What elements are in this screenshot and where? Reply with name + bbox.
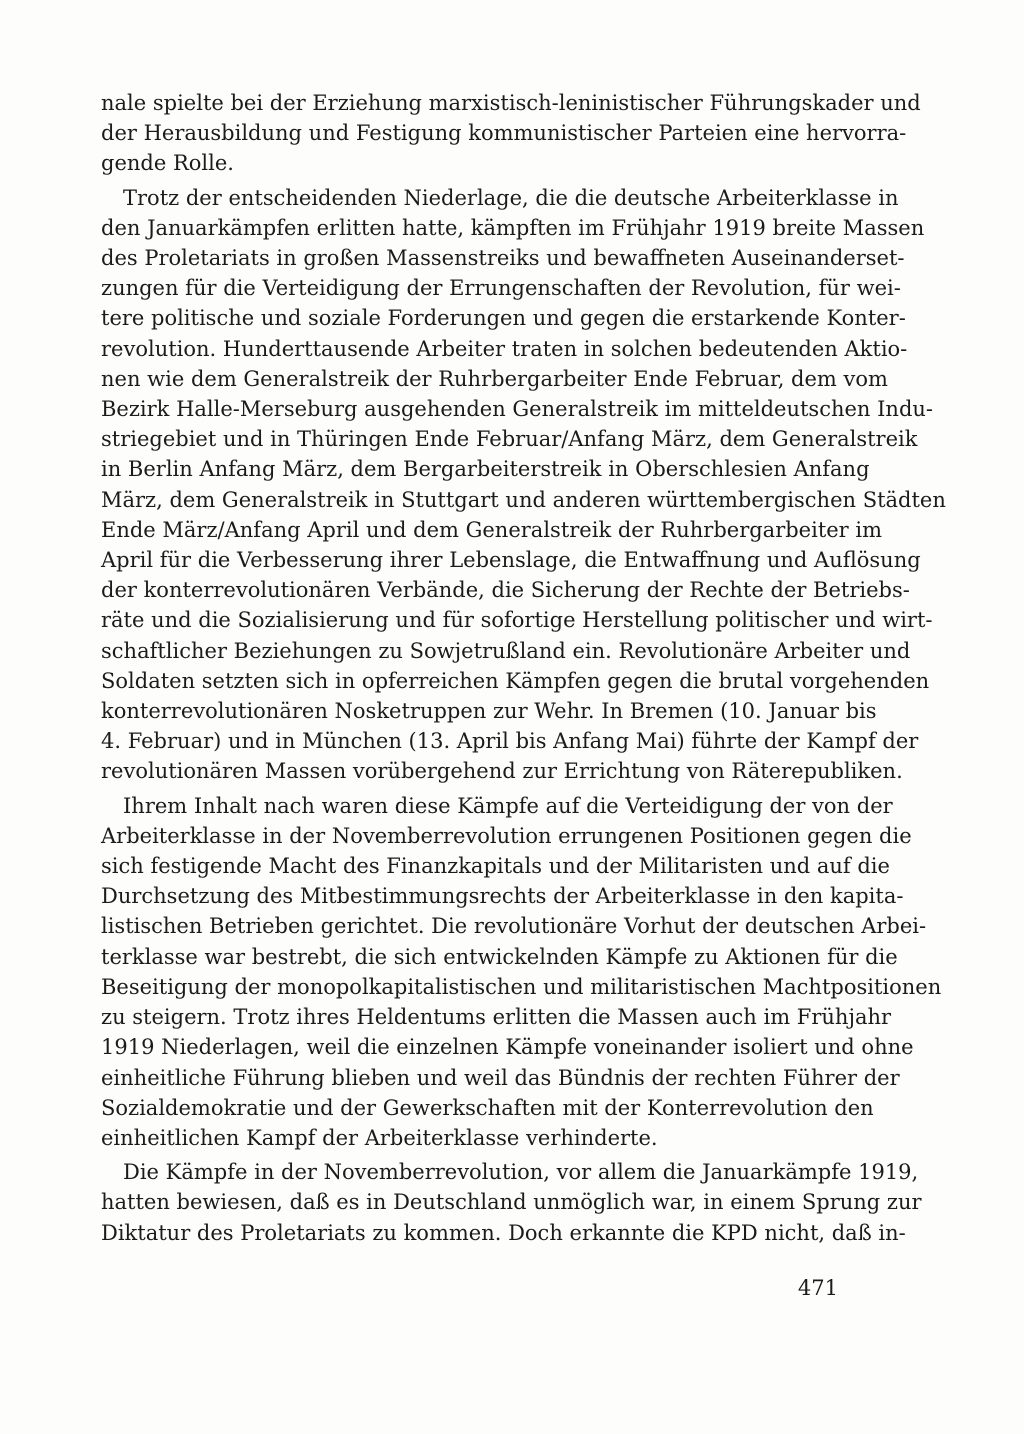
text-line: Sozialdemokratie und der Gewerkschaften mit der Konterrevolution den xyxy=(101,1095,874,1120)
text-line: nale spielte bei der Erziehung marxistisch-leninistischer Führungskader und xyxy=(101,91,921,115)
text-line: hatten bewiesen, daß es in Deutschland unmöglich war, in einem Sprung zur xyxy=(101,1190,922,1215)
text-line: revolutionären Massen vorübergehend zur Errichtung von Räterepubliken. xyxy=(101,759,903,784)
text-line: Die Kämpfe in der Novemberrevolution, vor allem die Januarkämpfe 1919, xyxy=(123,1160,919,1185)
text-line: der Herausbildung und Festigung kommunistischer Parteien eine hervorra- xyxy=(101,121,907,146)
text-line: Diktatur des Proletariats zu kommen. Doch erkannte die KPD nicht, daß in- xyxy=(101,1220,906,1245)
text-line: März, dem Generalstreik in Stuttgart und anderen württembergischen Städten xyxy=(101,487,946,512)
text-line: Bezirk Halle-Merseburg ausgehenden Generalstreik im mitteldeutschen Indu- xyxy=(101,397,934,422)
text-line: der konterrevolutionären Verbände, die Sicherung der Rechte der Betriebs- xyxy=(101,578,910,603)
text-line: in Berlin Anfang März, dem Bergarbeiterstreik in Oberschlesien Anfang xyxy=(101,457,870,482)
text-line: tere politische und soziale Forderungen und gegen die erstarkende Konter- xyxy=(101,306,906,331)
text-line: einheitliche Führung blieben und weil das Bündnis der rechten Führer der xyxy=(101,1065,900,1090)
paragraph xyxy=(101,183,946,787)
page-number: 471 xyxy=(797,1276,838,1300)
text-line: 1919 Niederlagen, weil die einzelnen Kämpfe voneinander isoliert und ohne xyxy=(101,1035,914,1060)
text-line: einheitlichen Kampf der Arbeiterklasse verhinderte. xyxy=(101,1125,658,1150)
text-line: Beseitigung der monopolkapitalistischen und militaristischen Machtpositionen xyxy=(101,974,942,999)
text-line: sich festigende Macht des Finanzkapitals und der Militaristen und auf die xyxy=(101,854,890,879)
text-line: striegebiet und in Thüringen Ende Februar/Anfang März, dem Generalstreik xyxy=(101,427,918,452)
text-line: 4. Februar) und in München (13. April bis Anfang Mai) führte der Kampf der xyxy=(101,729,919,754)
text-line: nen wie dem Generalstreik der Ruhrbergarbeiter Ende Februar, dem vom xyxy=(101,366,888,391)
text-line: Ihrem Inhalt nach waren diese Kämpfe auf die Verteidigung der von der xyxy=(123,793,893,818)
text-line: April für die Verbesserung ihrer Lebenslage, die Entwaffnung und Auflösung xyxy=(101,548,921,573)
text-line: revolution. Hunderttausende Arbeiter traten in solchen bedeutenden Aktio- xyxy=(101,336,908,361)
text-line: den Januarkämpfen erlitten hatte, kämpften im Frühjahr 1919 breite Massen xyxy=(101,215,925,240)
text-line: Arbeiterklasse in der Novemberrevolution errungenen Positionen gegen die xyxy=(101,823,912,848)
text-line: räte und die Sozialisierung und für sofortige Herstellung politischer und wirt- xyxy=(101,608,933,633)
text-line: gende Rolle. xyxy=(101,151,234,176)
paragraph xyxy=(101,791,942,1153)
text-line: Ende März/Anfang April und dem Generalstreik der Ruhrbergarbeiter im xyxy=(101,517,883,542)
text-line: zungen für die Verteidigung der Errungenschaften der Revolution, für wei- xyxy=(101,276,901,301)
text-line: listischen Betrieben gerichtet. Die revolutionäre Vorhut der deutschen Arbei- xyxy=(101,914,927,939)
text-line: zu steigern. Trotz ihres Heldentums erlitten die Massen auch im Frühjahr xyxy=(101,1005,892,1030)
text-line: terklasse war bestrebt, die sich entwickelnden Kämpfe zu Aktionen für die xyxy=(101,944,898,969)
text-line: Durchsetzung des Mitbestimmungsrechts der Arbeiterklasse in den kapita- xyxy=(101,884,904,909)
paragraph xyxy=(101,88,921,179)
text-line: des Proletariats in großen Massenstreiks und bewaffneten Auseinanderset- xyxy=(101,246,905,271)
text-line: Soldaten setzten sich in opferreichen Kämpfen gegen die brutal vorgehenden xyxy=(101,668,930,693)
paragraph xyxy=(101,1157,922,1248)
text-line: Trotz der entscheidenden Niederlage, die die deutsche Arbeiterklasse in xyxy=(123,185,899,210)
text-line: schaftlicher Beziehungen zu Sowjetrußland ein. Revolutionäre Arbeiter und xyxy=(101,638,911,663)
body-text xyxy=(101,88,946,1248)
text-line: konterrevolutionären Nosketruppen zur Wehr. In Bremen (10. Januar bis xyxy=(101,699,877,724)
